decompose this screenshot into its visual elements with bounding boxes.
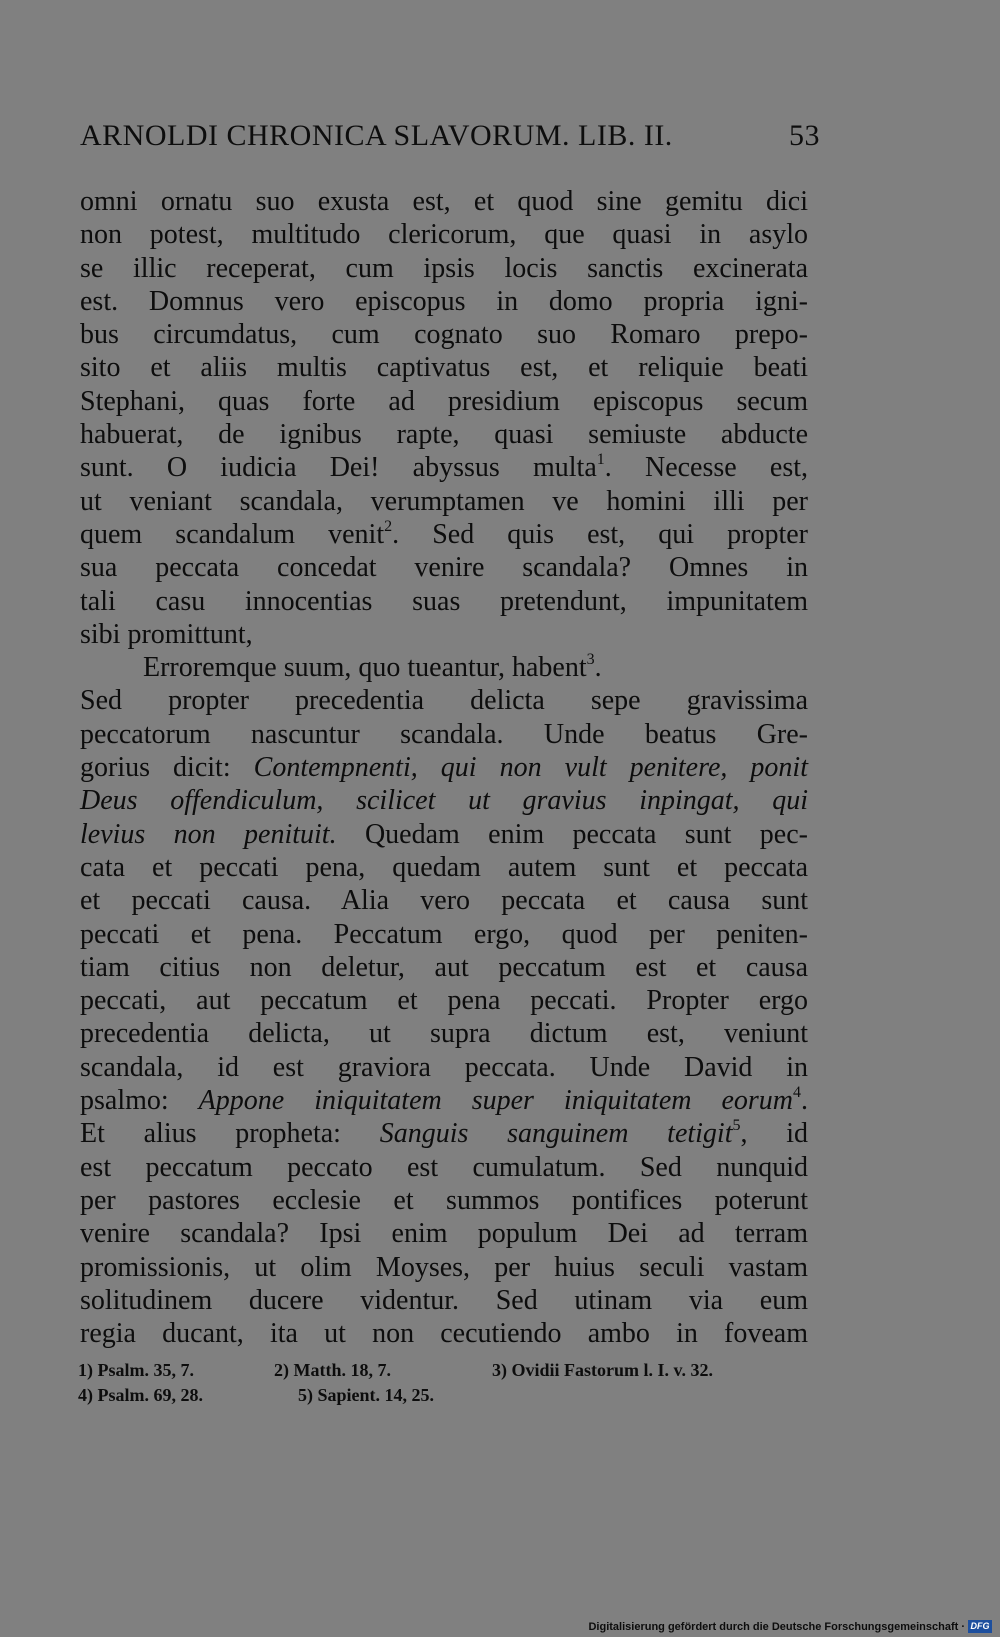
footnote-row — [78, 1383, 818, 1408]
text-line — [80, 518, 808, 551]
text-line — [80, 751, 808, 784]
text-segment: quem scandalum venit — [80, 518, 385, 550]
text-segment: . Sed quis est, qui propter — [392, 518, 808, 550]
text-line: Sed propter precedentia delicta sepe gravissima — [80, 685, 808, 717]
footnote: 4) Psalm. 69, 28. — [78, 1385, 203, 1405]
italic-quotation: Deus offendiculum, scilicet ut gravius inpingat, qui — [80, 785, 808, 817]
text-line — [80, 1117, 808, 1150]
text-line: omni ornatu suo exusta est, et quod sine gemitu dici — [80, 186, 808, 217]
text-line: est. Domnus vero episcopus in domo propria igni- — [80, 285, 808, 317]
text-line: sibi promittunt, — [80, 618, 253, 650]
text-line: precedentia delicta, ut supra dictum est, veniunt — [80, 1018, 808, 1050]
text-segment: Quedam enim peccata sunt pec- — [364, 818, 808, 850]
text-segment: Et alius propheta: — [80, 1118, 341, 1150]
text-line — [80, 818, 808, 851]
text-line: scandala, id est graviora peccata. Unde David in — [80, 1051, 808, 1083]
text-line: regia ducant, ita ut non cecutiendo ambo in foveam — [80, 1318, 808, 1350]
italic-quotation: Contempnenti, qui non vult penitere, ponit — [253, 752, 808, 784]
text-line: peccati et pena. Peccatum ergo, quod per peniten- — [80, 918, 808, 950]
text-line: per pastores ecclesie et summos pontifices poterunt — [80, 1184, 808, 1216]
page-number: 53 — [789, 119, 820, 152]
footnote-mark: 5 — [732, 1116, 741, 1134]
text-line: cata et peccati pena, quedam autem sunt et peccata — [80, 851, 808, 883]
text-line: Stephani, quas forte ad presidium episcopus secum — [80, 385, 808, 417]
footnote-mark: 3 — [586, 650, 595, 668]
text-line: tiam citius non deletur, aut peccatum est et causa — [80, 951, 808, 983]
credit-text: Digitalisierung gefördert durch die Deutsche Forschungsgemeinschaft · — [588, 1620, 965, 1633]
text-line: se illic receperat, cum ipsis locis sanctis excinerata — [80, 252, 808, 284]
text-segment: . — [801, 1085, 809, 1117]
footnote-mark: 4 — [793, 1083, 802, 1101]
page-header-title: ARNOLDI CHRONICA SLAVORUM. LIB. II. — [80, 119, 673, 152]
footnote-mark: 2 — [384, 517, 393, 535]
digitization-credit — [588, 1620, 992, 1633]
main-text-block — [80, 185, 808, 1350]
footnote: 5) Sapient. 14, 25. — [298, 1385, 435, 1405]
verse-quotation — [80, 651, 808, 684]
italic-quotation: levius non penituit. — [80, 818, 337, 850]
italic-quotation: Appone iniquitatem super iniquitatem eorum — [198, 1085, 794, 1117]
footnote-mark: 1 — [596, 451, 605, 469]
text-line: promissionis, ut olim Moyses, per huius seculi vastam — [80, 1251, 808, 1283]
text-line — [80, 784, 808, 817]
footnote: 3) Ovidii Fastorum l. I. v. 32. — [492, 1360, 714, 1380]
text-line: non potest, multitudo clericorum, que quasi in asylo — [80, 219, 808, 251]
text-line: tali casu innocentias suas pretendunt, impunitatem — [80, 585, 808, 617]
text-line: ut veniant scandala, verumptamen ve homini illi per — [80, 485, 808, 517]
text-segment: gorius dicit: — [80, 752, 231, 784]
italic-quotation: Sanguis sanguinem tetigit — [379, 1118, 733, 1150]
text-line — [80, 1084, 808, 1117]
text-line: venire scandala? Ipsi enim populum Dei ad terram — [80, 1218, 808, 1250]
text-segment: . — [594, 652, 602, 684]
text-segment: psalmo: — [80, 1085, 169, 1117]
text-segment: , id — [740, 1118, 809, 1150]
footnotes — [78, 1358, 818, 1408]
text-segment: sunt. O iudicia Dei! abyssus multa — [80, 452, 597, 484]
dfg-logo: DFG — [968, 1620, 992, 1633]
text-line: solitudinem ducere videntur. Sed utinam via eum — [80, 1284, 808, 1316]
footnote: 1) Psalm. 35, 7. — [78, 1360, 194, 1380]
text-line: peccati, aut peccatum et pena peccati. Propter ergo — [80, 985, 808, 1017]
text-line: sito et aliis multis captivatus est, et reliquie beati — [80, 352, 808, 384]
text-line: sua peccata concedat venire scandala? Omnes in — [80, 552, 808, 584]
text-segment: Erroremque suum, quo tueantur, habent — [143, 652, 587, 684]
text-line — [80, 451, 808, 484]
text-line: peccatorum nascuntur scandala. Unde beatus Gre- — [80, 718, 808, 750]
text-line: bus circumdatus, cum cognato suo Romaro prepo- — [80, 319, 808, 351]
footnote-row — [78, 1358, 818, 1383]
text-line: et peccati causa. Alia vero peccata et causa sunt — [80, 885, 808, 917]
text-line: habuerat, de ignibus rapte, quasi semiuste abducte — [80, 419, 808, 451]
footnote: 2) Matth. 18, 7. — [274, 1360, 391, 1380]
running-header — [80, 114, 820, 158]
text-line: est peccatum peccato est cumulatum. Sed nunquid — [80, 1151, 808, 1183]
text-segment: . Necesse est, — [604, 452, 809, 484]
